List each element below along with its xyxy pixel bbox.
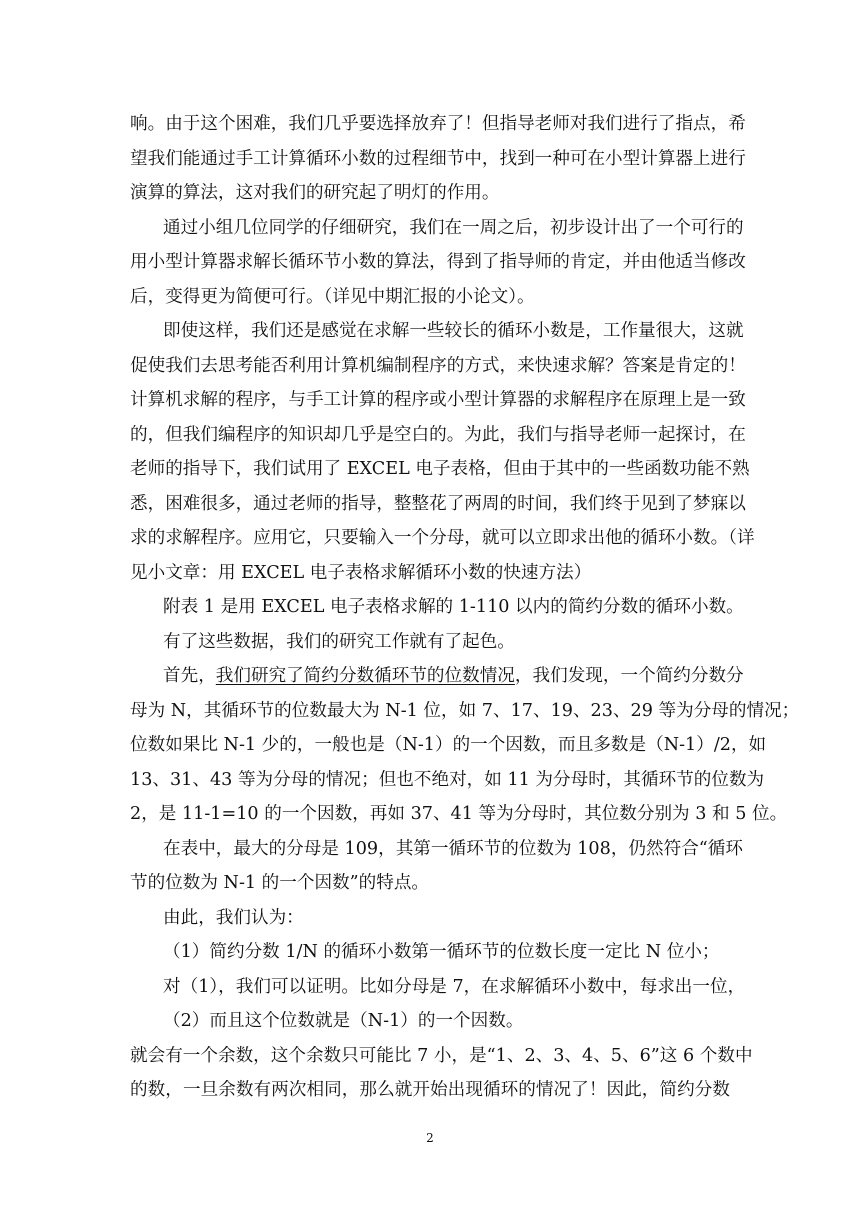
text-line: 老师的指导下，我们试用了 EXCEL 电子表格，但由于其中的一些函数功能不熟 [130, 459, 750, 479]
text-segment: 首先， [163, 666, 216, 686]
list-item: （2）而且这个位数就是（N-1）的一个因数。 [163, 1011, 524, 1031]
text-line: 就会有一个余数，这个余数只可能比 7 小，是“1、2、3、4、5、6”这 6 个数中 [130, 1045, 753, 1066]
text-segment: ，我们发现，一个简约分数分 [514, 666, 744, 686]
text-line: 由此，我们认为： [163, 907, 304, 928]
text-line: 用小型计算器求解长循环节小数的算法，得到了指导师的肯定，并由他适当修改 [130, 252, 746, 272]
text-line: 位数如果比 N-1 少的，一般也是（N-1）的一个因数，而且多数是（N-1）/2，如 [130, 735, 767, 755]
text-line: 见小文章：用 EXCEL 电子表格求解循环小数的快速方法） [130, 562, 592, 583]
text-line: 附表 1 是用 EXCEL 电子表格求解的 1-110 以内的简约分数的循环小数。 [163, 597, 744, 617]
text-line: 通过小组几位同学的仔细研究，我们在一周之后，初步设计出了一个可行的 [163, 217, 744, 238]
text-line-with-underline [163, 658, 744, 694]
text-line: 求的求解程序。应用它，只要输入一个分母，就可以立即求出他的循环小数。（详 [130, 528, 755, 548]
text-line: 促使我们去思考能否利用计算机编制程序的方式，来快速求解？答案是肯定的！ [130, 355, 746, 376]
text-line: 演算的算法，这对我们的研究起了明灯的作用。 [130, 183, 500, 203]
text-line: 计算机求解的程序，与手工计算的程序或小型计算器的求解程序在原理上是一致 [130, 390, 746, 410]
text-line: 的数，一旦余数有两次相同，那么就开始出现循环的情况了！因此，简约分数 [130, 1080, 730, 1100]
text-line: 对（1），我们可以证明。比如分母是 7，在求解循环小数中，每求出一位， [163, 976, 746, 997]
text-line: 悉，困难很多，通过老师的指导，整整花了两周的时间，我们终于见到了梦寐以 [130, 493, 746, 514]
text-line: 在表中，最大的分母是 109，其第一循环节的位数为 108，仍然符合“循环 [163, 838, 743, 859]
text-line: 母为 N，其循环节的位数最大为 N-1 位，如 7、17、19、23、29 等为分母的情况； [130, 700, 800, 721]
text-line: 望我们能通过手工计算循环小数的过程细节中，找到一种可在小型计算器上进行 [130, 148, 746, 169]
list-item: （1）简约分数 1/N 的循环小数第一循环节的位数长度一定比 N 位小； [163, 942, 720, 962]
text-line: 响。由于这个困难，我们几乎要选择放弃了！但指导老师对我们进行了指点，希 [130, 114, 746, 134]
text-line: 即使这样，我们还是感觉在求解一些较长的循环小数是，工作量很大，这就 [163, 321, 744, 341]
text-line: 节的位数为 N-1 的一个因数”的特点。 [130, 873, 430, 893]
text-line: 13、31、43 等为分母的情况；但也不绝对，如 11 为分母时，其循环节的位数为 [130, 769, 765, 790]
text-line: 有了这些数据，我们的研究工作就有了起色。 [163, 631, 515, 652]
underlined-phrase: 我们研究了简约分数循环节的位数情况 [215, 666, 515, 686]
text-line: 后，变得更为简便可行。（详见中期汇报的小论文）。 [130, 286, 535, 307]
text-line: 的，但我们编程序的知识却几乎是空白的。为此，我们与指导老师一起探讨，在 [130, 424, 746, 445]
page-number: 2 [426, 1131, 434, 1145]
text-line: 2，是 11-1=10 的一个因数，再如 37、41 等为分母时，其位数分别为 3 和 5 位。 [130, 804, 788, 824]
